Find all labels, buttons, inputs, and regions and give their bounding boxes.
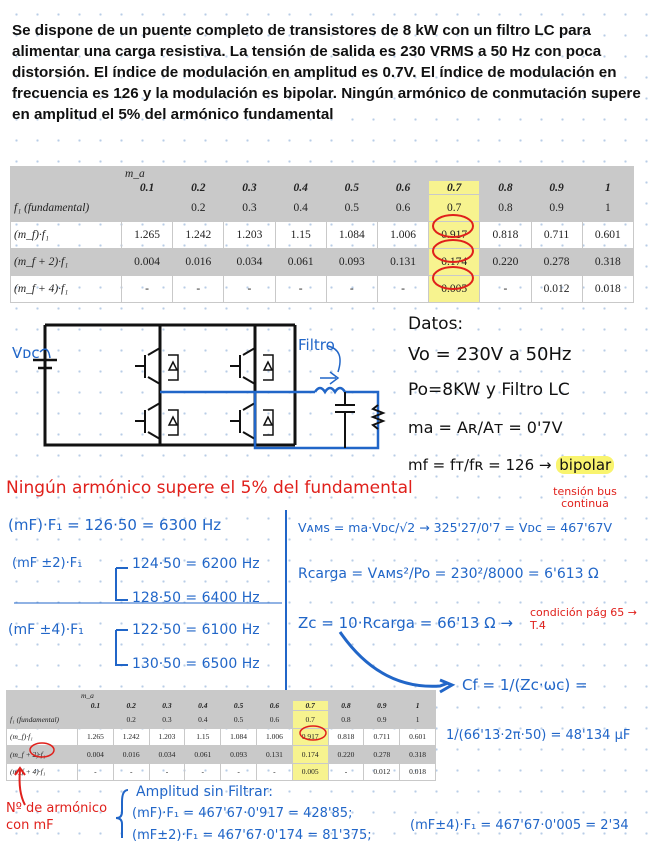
harmonic-mf4-label: (mF ±4)·F₁ [8, 622, 84, 638]
table-cell: 0.5 [221, 711, 257, 729]
table-cell: 0.018 [582, 276, 633, 303]
cf-formula: Cf = 1/(Zc·ωc) = [462, 676, 588, 694]
table-cell: 0.005 [429, 276, 480, 303]
table-cell: 0.2 [113, 711, 149, 729]
row-label: (m_f)·f₁ [11, 222, 122, 249]
table-cell: - [173, 276, 224, 303]
table-cell: - [377, 276, 428, 303]
lc-filter [160, 346, 383, 448]
amplitud-mf4: (mF±4)·F₁ = 467'67·0'005 = 2'34 [410, 818, 629, 833]
table-cell: - [328, 763, 364, 781]
table-cell: 1.242 [113, 728, 149, 746]
table-cell: 0.4 [185, 711, 221, 729]
datos-po: Po=8KW y Filtro LC [408, 380, 570, 400]
table-cell: 0.034 [224, 249, 275, 276]
cf-value: 1/(66'13·2π·50) = 48'134 μF [446, 728, 631, 743]
table-cell: 0.016 [113, 746, 149, 764]
zc-calc: Zc = 10·Rcarga = 66'13 Ω → [298, 614, 513, 632]
bipolar-tag: bipolar [556, 456, 614, 474]
table-cell: 0.3 [149, 711, 185, 729]
ma-value-cell: 0.3 [149, 701, 185, 711]
armonico-note: Nº de armónico con mF [6, 801, 108, 833]
amplitud-title: Amplitud sin Filtrar: [136, 784, 273, 800]
ma-value-cell: 0.5 [326, 181, 377, 195]
table-cell: - [149, 763, 185, 781]
filtro-label: Filtro [298, 336, 335, 354]
vdc-label: Vᴅᴄ [12, 344, 40, 362]
circle-0917 [433, 215, 473, 237]
modulation-table-copy: m_a 0.1 0.2 0.3 0.4 0.5 0.6 0.7 0.8 0.9 1 f₁ (fundamental) 0.2 0.3 0.4 0.5 0.6 0.7 0.8 0.9 1 (m_f)·f₁ 1.265 1.242 1.203 1.15 1.084 1.006 0.917 0.818 0.711 0.601 (m_f + 2)·f₁ 0.004 0.016 0.034 0.061 0.093 0.131 0.174 0.220 0.278 0.318 (m_f + 4)·f₁ - - - - - - 0.005 - 0.012 0.018 [6, 690, 436, 781]
row-label: (m_f)·f₁ [7, 728, 78, 746]
table-cell: 0.004 [122, 249, 173, 276]
harmonic-mf4-a: 122·50 = 6100 Hz [132, 622, 260, 638]
table-cell: 0.012 [364, 763, 400, 781]
table-cell: 0.004 [78, 746, 114, 764]
ma-value-cell: 0.7 [292, 701, 328, 711]
table-cell: 0.917 [429, 222, 480, 249]
condition-note: condición pág 65 → T.4 [530, 606, 638, 632]
table-cell: 0.131 [256, 746, 292, 764]
table-cell: - [122, 276, 173, 303]
table-cell: 0.4 [275, 195, 326, 222]
datos-ma: ma = Aʀ/Aᴛ = 0'7V [408, 418, 563, 437]
table-cell: - [185, 763, 221, 781]
row-label: f₁ (fundamental) [7, 711, 78, 729]
ma-value-cell: 1 [582, 181, 633, 195]
table-cell: 0.093 [221, 746, 257, 764]
arrow-to-cf [340, 632, 448, 686]
ma-value-cell: 0.5 [221, 701, 257, 711]
ma-value-cell: 0.2 [113, 701, 149, 711]
table-cell: 0.3 [224, 195, 275, 222]
table-cell: 1.203 [149, 728, 185, 746]
table-cell: 0.818 [328, 728, 364, 746]
ma-value-cell: 0.6 [256, 701, 292, 711]
datos-mf: mf = fᴛ/fʀ = 126 → bipolar [408, 456, 614, 474]
table-cell: 1.006 [377, 222, 428, 249]
table-cell: 1.203 [224, 222, 275, 249]
table-cell: 0.9 [364, 711, 400, 729]
harmonic-mf: (mF)·F₁ = 126·50 = 6300 Hz [8, 516, 222, 534]
row-label: (m_f + 2)·f₁ [11, 249, 122, 276]
amplitud-mf: (mF)·F₁ = 467'67·0'917 = 428'85; [132, 806, 353, 821]
ma-value-cell: 0.1 [122, 181, 173, 195]
table-cell: - [78, 763, 114, 781]
circle-0174 [433, 240, 473, 262]
table-cell: - [221, 763, 257, 781]
table-cell: 0.061 [275, 249, 326, 276]
ma-value-cell: 0.4 [185, 701, 221, 711]
ma-value-cell: 0.4 [275, 181, 326, 195]
table-cell: 0.601 [582, 222, 633, 249]
table-cell: 0.711 [531, 222, 582, 249]
row-label: (m_f + 4)·f₁ [7, 763, 78, 781]
table-cell: 0.174 [429, 249, 480, 276]
table-cell: 1 [582, 195, 633, 222]
tension-bus-note: tensión bus continua [553, 485, 617, 510]
table-cell: 1.084 [326, 222, 377, 249]
ma-value-cell: 0.7 [429, 181, 480, 195]
table-cell: 0.8 [480, 195, 531, 222]
ma-value-cell: 0.8 [480, 181, 531, 195]
ma-value-cell: 0.9 [364, 701, 400, 711]
table-cell: 0.012 [531, 276, 582, 303]
table-cell: - [224, 276, 275, 303]
row-label: (m_f + 2)·f₁ [7, 746, 78, 764]
ma-value-cell: 1 [400, 701, 436, 711]
ma-value-cell: 0.8 [328, 701, 364, 711]
amplitud-mf2: (mF±2)·F₁ = 467'67·0'174 = 81'375; [132, 828, 372, 843]
datos-title: Datos: [408, 314, 464, 334]
table-cell: 0.2 [173, 195, 224, 222]
ma-value-cell: 0.1 [78, 701, 114, 711]
table-cell: 0.034 [149, 746, 185, 764]
table-cell: 0.6 [377, 195, 428, 222]
table-cell: 1.084 [221, 728, 257, 746]
table-cell: 0.220 [328, 746, 364, 764]
table-cell: 1.265 [78, 728, 114, 746]
table-cell: 0.7 [429, 195, 480, 222]
harmonic-mf4-b: 130·50 = 6500 Hz [132, 656, 260, 672]
ma-value-cell: 0.9 [531, 181, 582, 195]
ma-value-cell: 0.2 [173, 181, 224, 195]
table-cell: 1.242 [173, 222, 224, 249]
table-cell: 1 [400, 711, 436, 729]
table-cell: 0.318 [582, 249, 633, 276]
ma-header: m_a [122, 167, 634, 181]
table-cell: - [256, 763, 292, 781]
table-cell: 0.061 [185, 746, 221, 764]
table-cell: 0.711 [364, 728, 400, 746]
circle-0005 [433, 267, 473, 289]
datos-vo: Vo = 230V a 50Hz [408, 344, 572, 365]
table-cell: 0.7 [292, 711, 328, 729]
problem-statement: Se dispone de un puente completo de transistores de 8 kW con un filtro LC para alimentar una carga resistiva. La tensión de salida es 230 VRMS a 50 Hz con poca distorsión. El índice de modulación en amplitud es 0.7V. El índice de modulación en frecuencia es 126 y la modulación es bipolar. Ningún armónico de conmutación supere en amplitud el 5% del armónico fundamental [12, 22, 641, 123]
table-cell: - [113, 763, 149, 781]
table-cell: - [275, 276, 326, 303]
table-cell: 0.917 [292, 728, 328, 746]
table-cell: 0.093 [326, 249, 377, 276]
row-label: (m_f + 4)·f₁ [11, 276, 122, 303]
table-cell: 0.016 [173, 249, 224, 276]
table-cell: 0.9 [531, 195, 582, 222]
condition-text: Ningún armónico supere el 5% del fundamental [6, 478, 413, 498]
table-cell: 0.601 [400, 728, 436, 746]
harmonic-mf2-label: (mF ±2)·F₁ [12, 556, 83, 571]
rcarga-calc: Rcarga = Vᴀᴍs²/Po = 230²/8000 = 6'613 Ω [298, 566, 599, 582]
row-label: f₁ (fundamental) [11, 195, 122, 222]
table-cell: 1.265 [122, 222, 173, 249]
table-cell: 0.318 [400, 746, 436, 764]
table-cell: 0.174 [292, 746, 328, 764]
table-cell: 0.8 [328, 711, 364, 729]
table-cell: 0.5 [326, 195, 377, 222]
harmonic-mf2-b: 128·50 = 6400 Hz [132, 590, 260, 606]
table-cell: - [326, 276, 377, 303]
harmonic-mf2-a: 124·50 = 6200 Hz [132, 556, 260, 572]
table-cell: 0.131 [377, 249, 428, 276]
table-cell: 0.018 [400, 763, 436, 781]
table-cell: 1.006 [256, 728, 292, 746]
table-cell: 0.005 [292, 763, 328, 781]
table-cell: 0.278 [364, 746, 400, 764]
table-cell: 1.15 [185, 728, 221, 746]
table-cell: 0.818 [480, 222, 531, 249]
vrms-calc: Vᴀᴍs = ma·Vᴅᴄ/√2 → 325'27/0'7 = Vᴅᴄ = 467'67V [298, 520, 612, 535]
table-cell: 0.278 [531, 249, 582, 276]
table-cell: 0.220 [480, 249, 531, 276]
ma-value-cell: 0.3 [224, 181, 275, 195]
table-cell: 0.6 [256, 711, 292, 729]
ma-value-cell: 0.6 [377, 181, 428, 195]
table-cell: 1.15 [275, 222, 326, 249]
table-cell: - [480, 276, 531, 303]
